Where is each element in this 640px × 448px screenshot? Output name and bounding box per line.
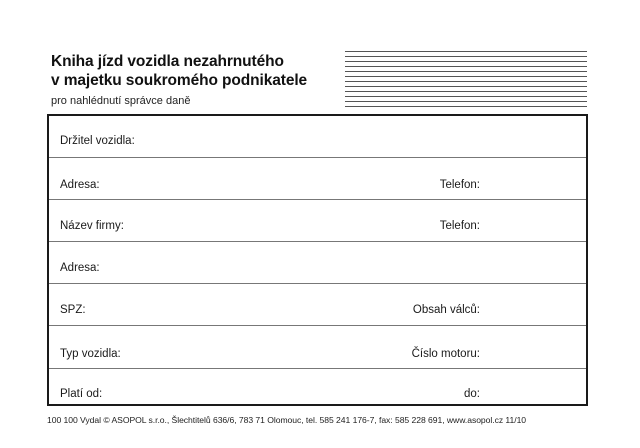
license-plate-label: SPZ: — [60, 304, 86, 316]
engine-number-label: Číslo motoru: — [411, 348, 480, 360]
engine-capacity-label: Obsah válců: — [412, 304, 480, 316]
company-phone-label: Telefon: — [439, 220, 480, 232]
phone-label: Telefon: — [439, 179, 480, 191]
form-row-plate[interactable] — [49, 283, 586, 325]
company-address-label: Adresa: — [60, 262, 100, 274]
document-subtitle: pro nahlédnutí správce daně — [51, 95, 191, 107]
valid-from-label: Platí od: — [60, 388, 103, 400]
form-row-address[interactable] — [49, 157, 586, 199]
form-row-validity[interactable] — [49, 368, 586, 404]
decorative-stripes — [345, 51, 587, 107]
form-row-holder[interactable] — [49, 116, 586, 157]
vehicle-type-label: Typ vozidla: — [60, 348, 121, 360]
title-line-1: Kniha jízd vozidla nezahrnutého — [51, 53, 284, 70]
vehicle-form — [47, 114, 588, 406]
form-row-company[interactable] — [49, 199, 586, 241]
address-label: Adresa: — [60, 179, 100, 191]
publisher-footer: 100 100 Vydal © ASOPOL s.r.o., Šlechtitelů 636/6, 783 71 Olomouc, tel. 585 241 176-7, fax: 585 228 691, www.asopol.cz 11/10 — [47, 415, 527, 425]
valid-to-label: do: — [464, 388, 480, 400]
holder-label: Držitel vozidla: — [60, 135, 135, 147]
form-row-vehicle-type[interactable] — [49, 325, 586, 368]
form-row-company-address[interactable] — [49, 241, 586, 283]
document-title — [51, 52, 307, 90]
company-name-label: Název firmy: — [60, 220, 124, 232]
title-line-2: v majetku soukromého podnikatele — [51, 72, 308, 89]
